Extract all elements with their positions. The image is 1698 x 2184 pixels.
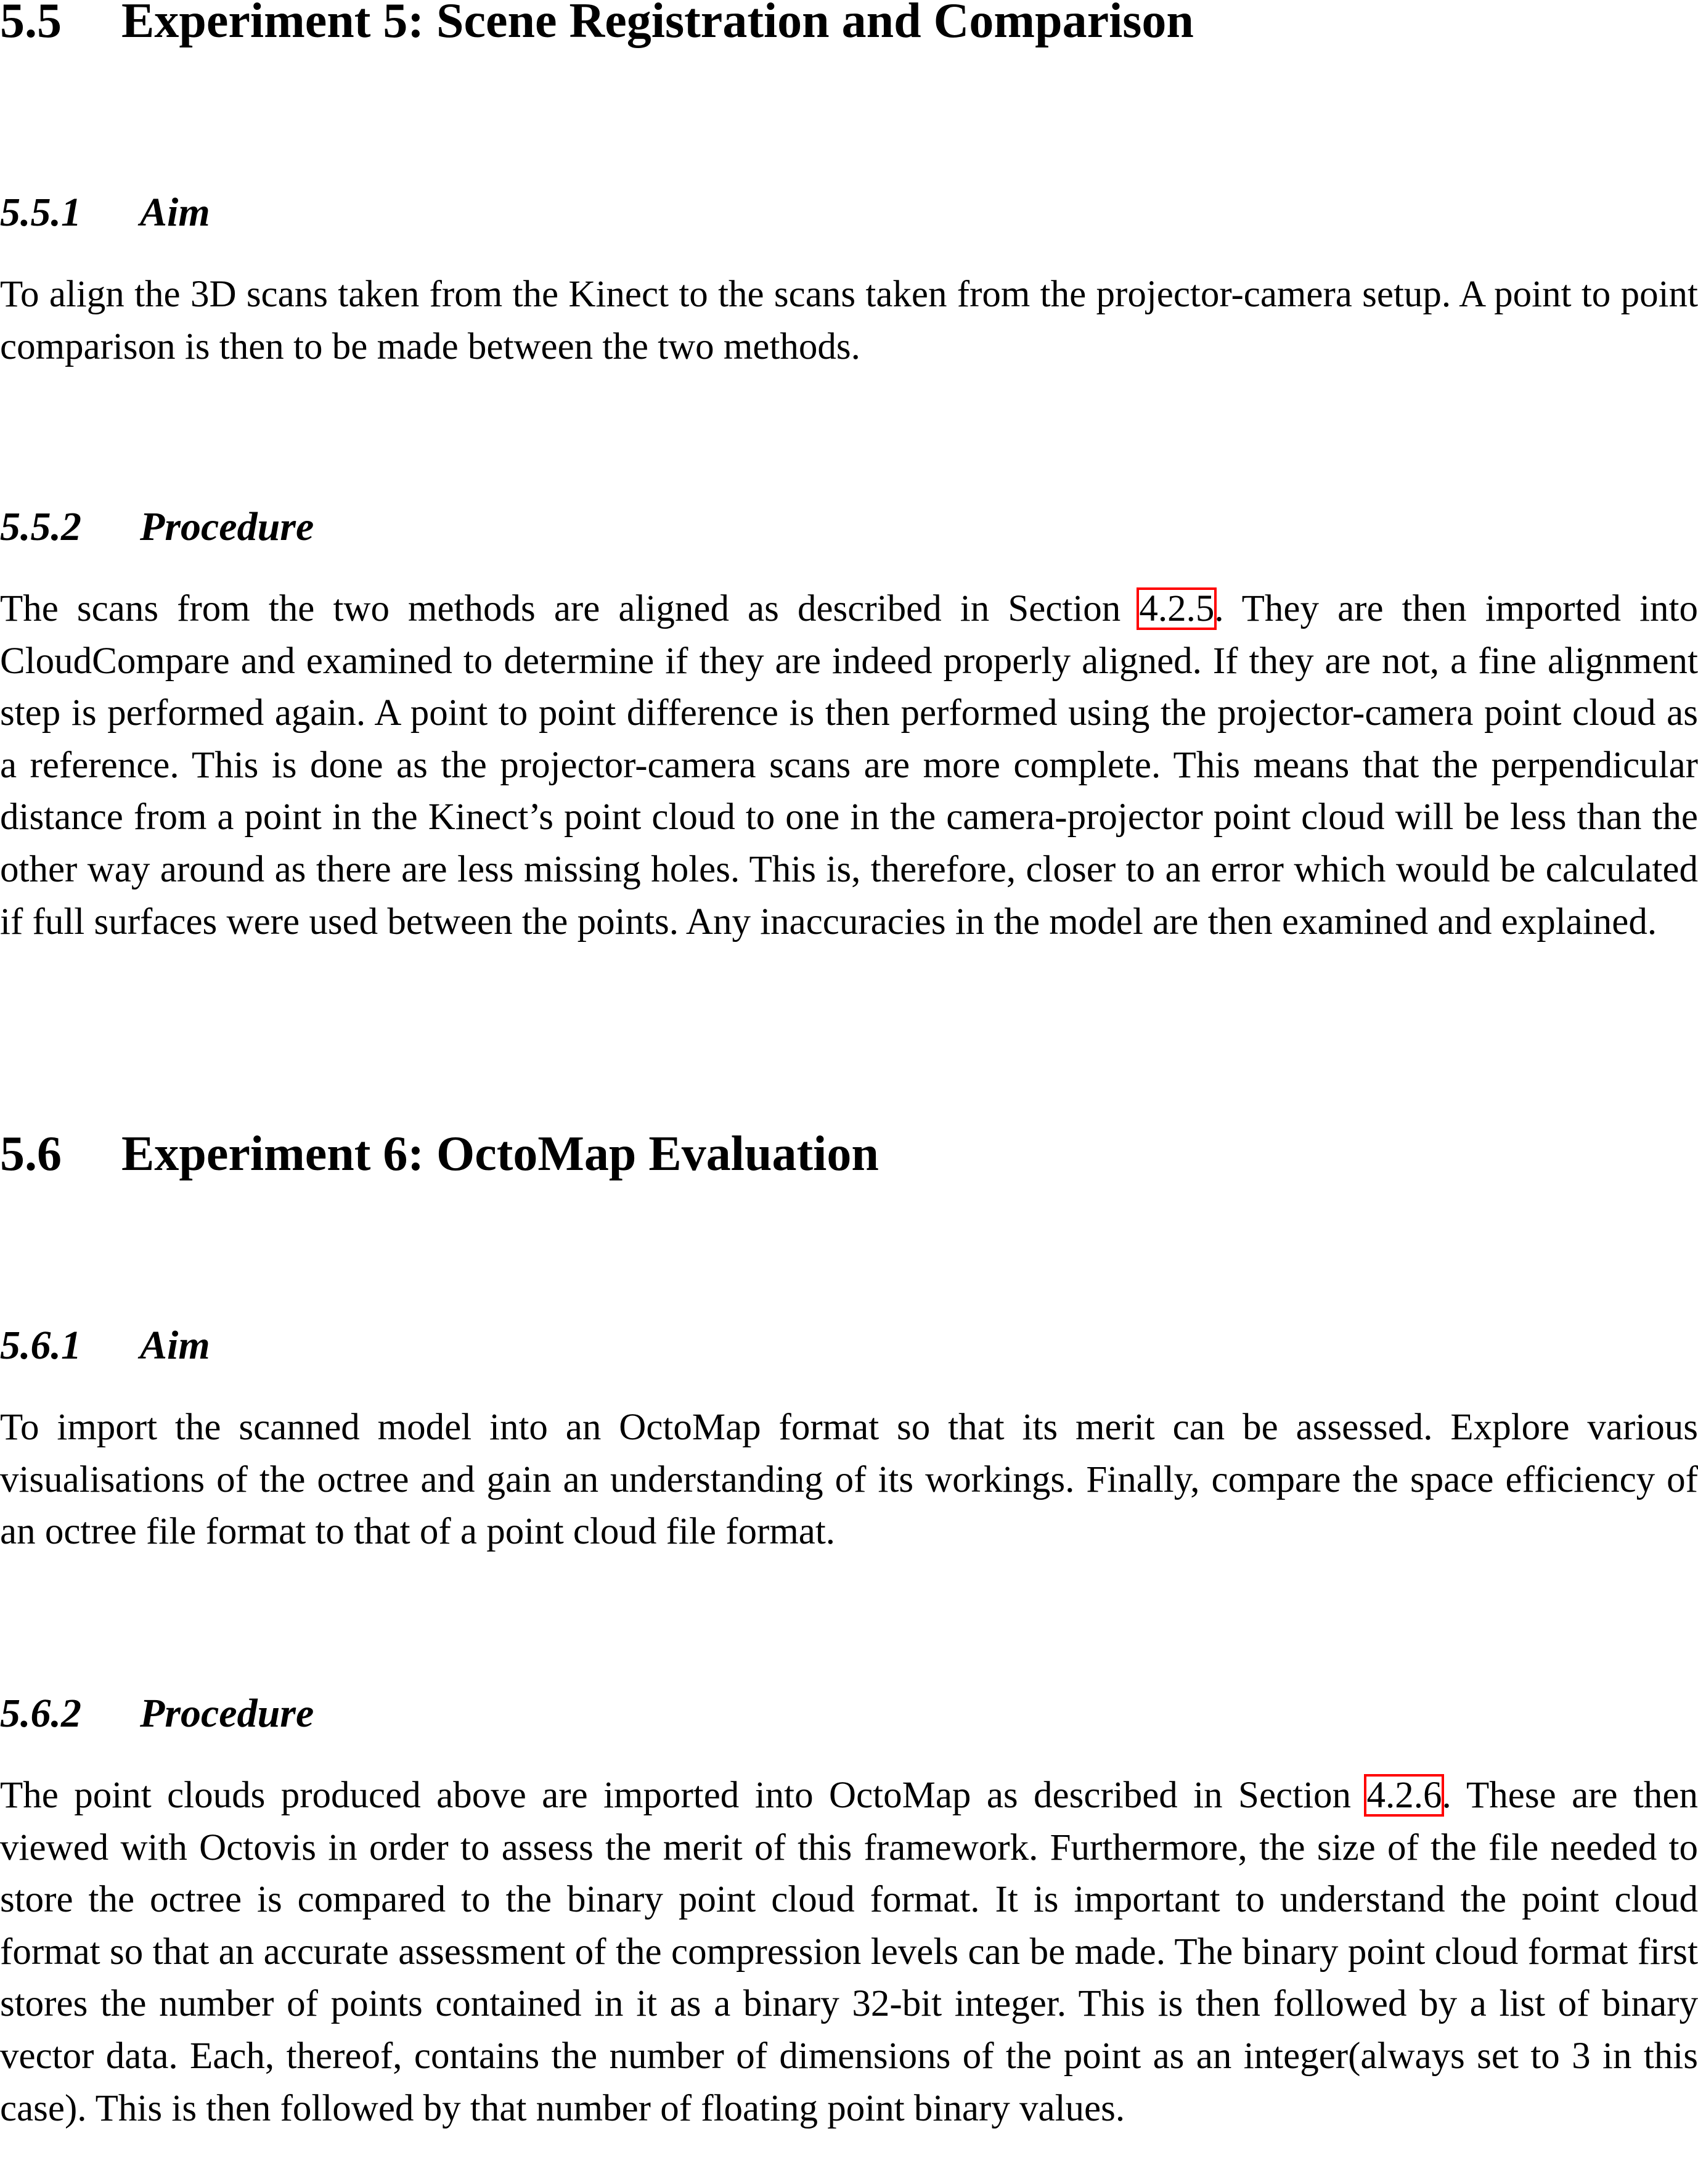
subsection-title: Aim bbox=[140, 1323, 210, 1368]
paragraph-text: . They are then imported into CloudCompare and examined to determine if they are indeed properly aligned. If they are not, a fine alignment step is performed again. A point to point difference is then performed using the projector-camera point cloud as a reference. This is done as the projector-camera scans are more complete. This means that the perpendicular distance from a point in the Kinect’s point cloud to one in the camera-projector point cloud will be less than the other way around as there are less missing holes. This is, therefore, closer to an error which would be calculated if full surfaces were used between the points. Any inaccuracies in the model are then examined and explained. bbox=[0, 588, 1698, 943]
paragraph-text: The scans from the two methods are aligned as described in Section bbox=[0, 588, 1140, 629]
subsection-number: 5.6.1 bbox=[0, 1323, 81, 1368]
aim-paragraph-5-6-1: To import the scanned model into an OctoMap format so that its merit can be assessed. Explore various visualisations of the octree and gain an understanding of its workings. Finally, compare the space efficiency of an octree file format to that of a point cloud file format. bbox=[0, 1407, 1698, 1553]
section-heading-5-6 bbox=[0, 1129, 879, 1179]
section-number: 5.5 bbox=[0, 0, 62, 48]
subsection-heading-5-5-2 bbox=[0, 504, 314, 549]
section-number: 5.6 bbox=[0, 1127, 62, 1181]
section-title: Experiment 5: Scene Registration and Comparison bbox=[121, 0, 1194, 48]
subsection-number: 5.6.2 bbox=[0, 1691, 81, 1736]
subsection-heading-5-6-1 bbox=[0, 1325, 210, 1366]
aim-paragraph-5-5-1: To align the 3D scans taken from the Kinect to the scans taken from the projector-camera setup. A point to point comparison is then to be made between the two methods. bbox=[0, 274, 1698, 367]
section-heading-5-5 bbox=[0, 0, 1194, 46]
section-reference-link[interactable]: 4.2.6 bbox=[1366, 1775, 1442, 1816]
subsection-title: Procedure bbox=[140, 504, 314, 549]
subsection-number: 5.5.2 bbox=[0, 504, 81, 549]
section-reference-link[interactable]: 4.2.5 bbox=[1139, 588, 1215, 629]
section-title: Experiment 6: OctoMap Evaluation bbox=[121, 1127, 879, 1181]
subsection-title: Aim bbox=[140, 190, 210, 235]
procedure-paragraph-5-6-2 bbox=[0, 1770, 1698, 2135]
subsection-heading-5-6-2 bbox=[0, 1693, 314, 1734]
subsection-number: 5.5.1 bbox=[0, 190, 81, 235]
subsection-title: Procedure bbox=[140, 1691, 314, 1736]
procedure-paragraph-5-5-2 bbox=[0, 583, 1698, 948]
paragraph-text: The point clouds produced above are imported into OctoMap as described in Section bbox=[0, 1775, 1367, 1816]
paragraph-text: . These are then viewed with Octovis in order to assess the merit of this framework. Furthermore, the size of the file needed to store the octree is compared to the binary point cloud format. It is important to understand the point cloud format so that an accurate assessment of the compression levels can be made. The binary point cloud format first stores the number of points contained in it as a binary 32-bit integer. This is then followed by a list of binary vector data. Each, thereof, contains the number of dimensions of the point as an integer(always set to 3 in this case). This is then followed by that number of floating point binary values. bbox=[0, 1775, 1698, 2129]
subsection-heading-5-5-1 bbox=[0, 192, 210, 233]
